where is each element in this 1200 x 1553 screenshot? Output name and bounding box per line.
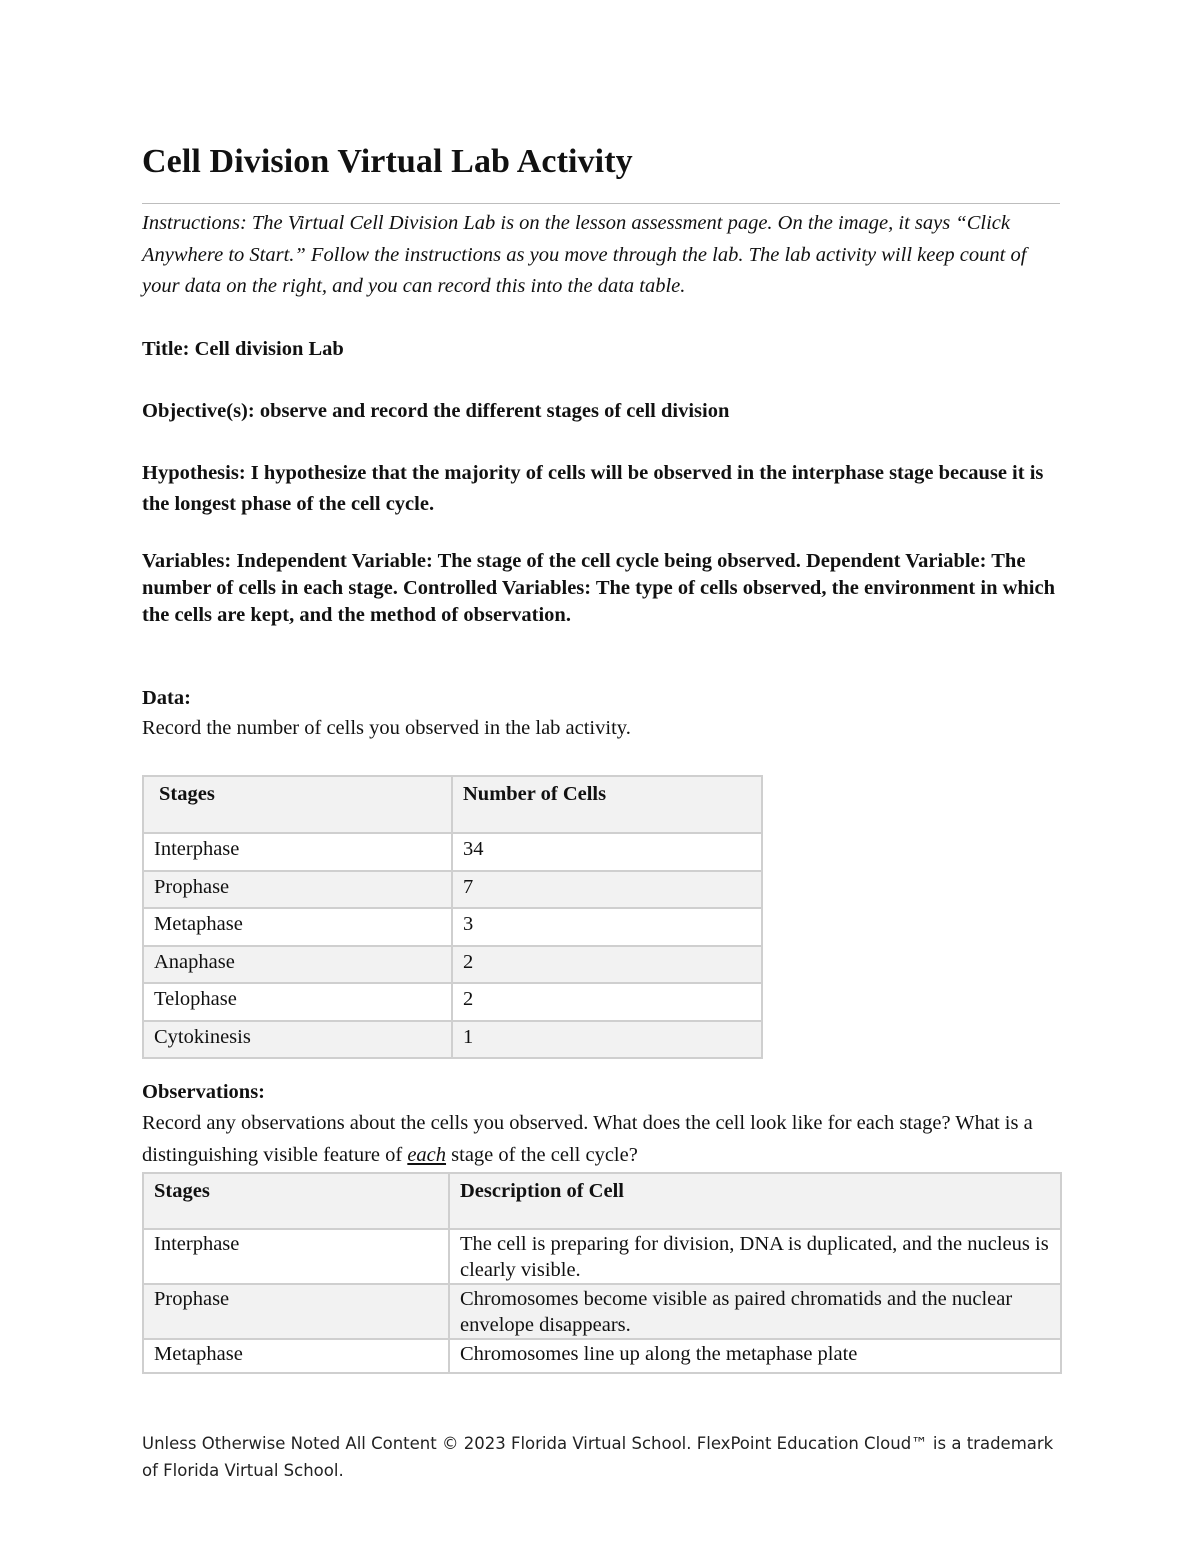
- title-divider: [142, 203, 1060, 204]
- description-cell[interactable]: The cell is preparing for division, DNA is duplicated, and the nucleus is clearly visible.: [449, 1229, 1061, 1284]
- description-cell[interactable]: Chromosomes become visible as paired chromatids and the nuclear envelope disappears.: [449, 1284, 1061, 1339]
- observations-text-after: stage of the cell cycle?: [446, 1143, 638, 1166]
- count-cell[interactable]: 34: [452, 833, 762, 871]
- observations-heading: Observations:: [142, 1081, 265, 1103]
- count-cell[interactable]: 2: [452, 983, 762, 1021]
- variables: Variables: Independent Variable: The stage of the cell cycle being observed. Dependent Variable: The number of cells in each stage. Controlled Variables: The type of cells observed, the environment in which the cells are kept, and the method of observation.: [142, 550, 1056, 626]
- stage-cell[interactable]: Interphase: [143, 833, 452, 871]
- table-row: [143, 908, 762, 946]
- observations-table: [142, 1172, 1062, 1374]
- stage-cell[interactable]: Interphase: [143, 1229, 449, 1284]
- observations-table-header-stages: Stages: [143, 1173, 449, 1229]
- objective: Objective(s): observe and record the different stages of cell division: [142, 400, 730, 422]
- table-row: [143, 983, 762, 1021]
- table-row: [143, 1284, 1061, 1339]
- data-table-header-stages: Stages: [143, 776, 452, 833]
- count-cell[interactable]: 1: [452, 1021, 762, 1059]
- data-table: [142, 775, 763, 1059]
- table-row: [143, 833, 762, 871]
- document-title: Cell Division Virtual Lab Activity: [142, 143, 633, 180]
- table-row: [143, 1339, 1061, 1373]
- data-heading: Data:: [142, 687, 191, 709]
- table-row: [143, 871, 762, 909]
- stage-cell[interactable]: Cytokinesis: [143, 1021, 452, 1059]
- stage-cell[interactable]: Metaphase: [143, 908, 452, 946]
- observations-instructions: [142, 1108, 1062, 1171]
- observations-table-header-row: [143, 1173, 1061, 1229]
- observations-table-header-description: Description of Cell: [449, 1173, 1061, 1229]
- observations-emphasis: each: [407, 1143, 447, 1166]
- table-row: [143, 1229, 1061, 1284]
- observations-text-before: Record any observations about the cells you observed. What does the cell look like for each stage? What is a distinguishing visible feature of: [142, 1112, 1033, 1166]
- count-cell[interactable]: 7: [452, 871, 762, 909]
- copyright-footer: Unless Otherwise Noted All Content © 2023 Florida Virtual School. FlexPoint Education Cloud™ is a trademark of Florida Virtual School.: [142, 1434, 1054, 1480]
- data-instructions: Record the number of cells you observed in the lab activity.: [142, 717, 631, 739]
- stage-cell[interactable]: Telophase: [143, 983, 452, 1021]
- stage-cell[interactable]: Anaphase: [143, 946, 452, 984]
- count-cell[interactable]: 3: [452, 908, 762, 946]
- count-cell[interactable]: 2: [452, 946, 762, 984]
- description-cell[interactable]: Chromosomes line up along the metaphase plate: [449, 1339, 1061, 1373]
- stage-cell[interactable]: Prophase: [143, 1284, 449, 1339]
- stage-cell[interactable]: Prophase: [143, 871, 452, 909]
- hypothesis: Hypothesis: I hypothesize that the majority of cells will be observed in the interphase stage because it is the longest phase of the cell cycle.: [142, 462, 1044, 515]
- instructions-text: Instructions: The Virtual Cell Division Lab is on the lesson assessment page. On the image, it says “Click Anywhere to Start.” Follow the instructions as you move through the lab. The lab activity will keep count of your data on the right, and you can record this into the data table.: [142, 212, 1027, 297]
- table-row: [143, 946, 762, 984]
- data-table-header-count: Number of Cells: [452, 776, 762, 833]
- data-table-header-row: [143, 776, 762, 833]
- table-row: [143, 1021, 762, 1059]
- stage-cell[interactable]: Metaphase: [143, 1339, 449, 1373]
- lab-title: Title: Cell division Lab: [142, 338, 344, 360]
